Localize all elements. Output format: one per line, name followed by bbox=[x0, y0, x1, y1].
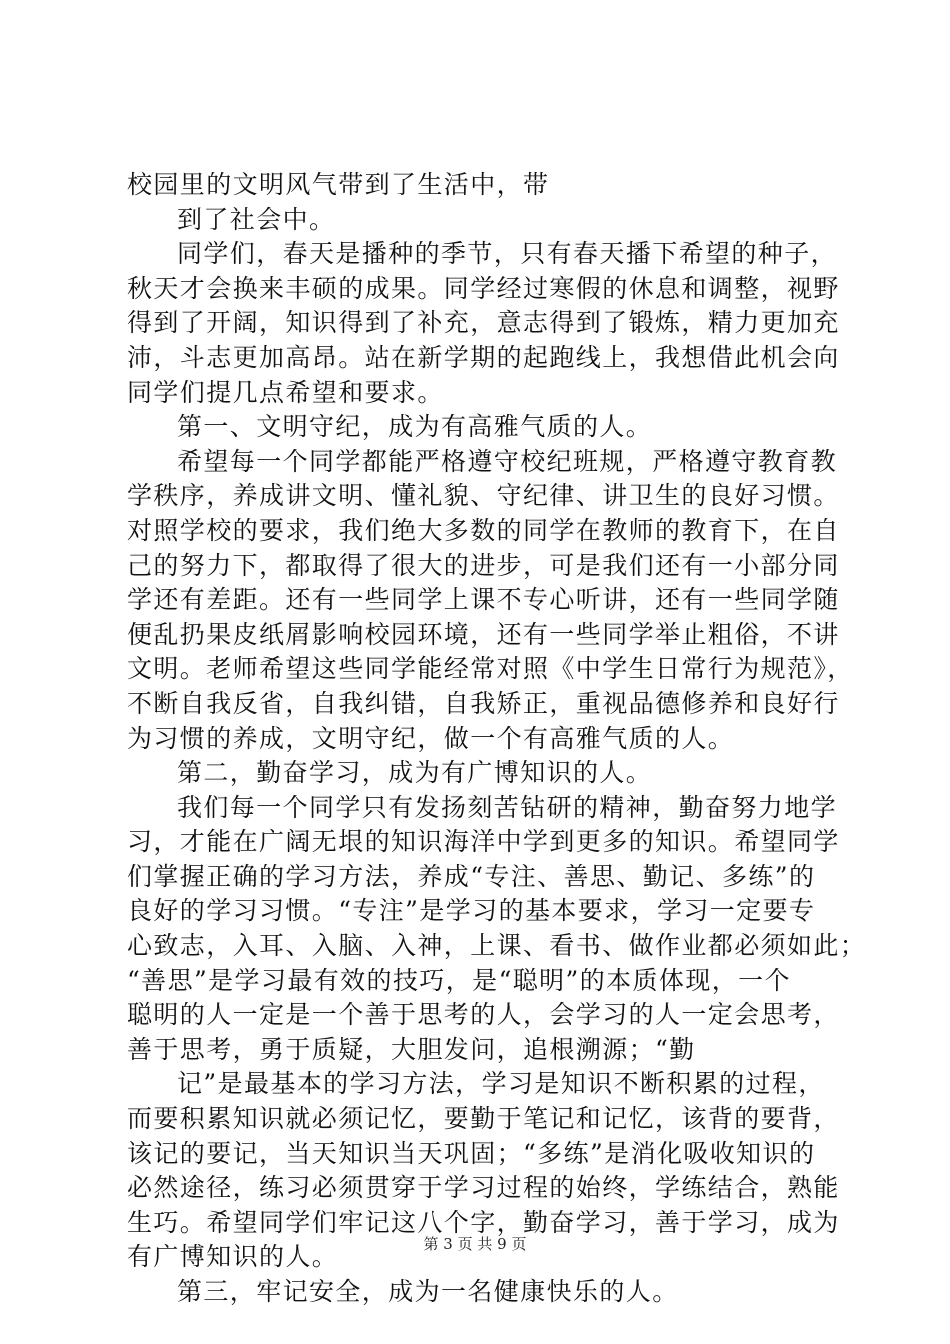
text-line: 学秩序，养成讲文明、懂礼貌、守纪律、讲卫生的良好习惯。 bbox=[127, 481, 840, 511]
text-line: 记”是最基本的学习方法，学习是知识不断积累的过程， bbox=[177, 1069, 825, 1099]
text-line: 心致志，入耳、入脑、入神，上课、看书、做作业都必须如此； bbox=[127, 931, 867, 961]
text-line: 沛，斗志更加高昂。站在新学期的起跑线上，我想借此机会向 bbox=[127, 342, 840, 372]
text-line: 必然途径，练习必须贯穿于学习过程的始终，学练结合，熟能 bbox=[127, 1173, 840, 1203]
text-line: 不断自我反省，自我纠错，自我矫正，重视品德修养和良好行 bbox=[127, 688, 840, 718]
text-line: 学还有差距。还有一些同学上课不专心听讲，还有一些同学随 bbox=[127, 585, 840, 615]
text-line: 文明。老师希望这些同学能经常对照《中学生日常行为规范》， bbox=[127, 654, 854, 684]
text-line: 善于思考，勇于质疑，大胆发问，追根溯源；“勤 bbox=[127, 1034, 696, 1064]
text-line: 为习惯的养成，文明守纪，做一个有高雅气质的人。 bbox=[127, 723, 735, 753]
text-line: 生巧。希望同学们牢记这八个字，勤奋学习，善于学习，成为 bbox=[127, 1207, 840, 1237]
text-line: 我们每一个同学只有发扬刻苦钻研的精神，勤奋努力地学 bbox=[177, 792, 838, 822]
text-line: 第二，勤奋学习，成为有广博知识的人。 bbox=[177, 758, 653, 788]
text-line: “善思”是学习最有效的技巧，是“聪明”的本质体现，一个 bbox=[127, 965, 791, 995]
text-line: 同学们提几点希望和要求。 bbox=[127, 377, 444, 407]
text-line: 同学们，春天是播种的季节，只有春天播下希望的种子， bbox=[177, 239, 838, 269]
text-line: 己的努力下，都取得了很大的进步，可是我们还有一小部分同 bbox=[127, 550, 840, 580]
text-line: 们掌握正确的学习方法，养成“专注、善思、勤记、多练”的 bbox=[127, 861, 816, 891]
text-line: 该记的要记，当天知识当天巩固；“多练”是消化吸收知识的 bbox=[127, 1138, 816, 1168]
text-line: 习，才能在广阔无垠的知识海洋中学到更多的知识。希望同学 bbox=[127, 827, 840, 857]
text-line: 第一、文明守纪，成为有高雅气质的人。 bbox=[177, 412, 653, 442]
text-line: 有广博知识的人。 bbox=[127, 1242, 339, 1272]
page-footer: 第 3 页 共 9 页 bbox=[423, 1235, 527, 1253]
text-line: 聪明的人一定是一个善于思考的人，会学习的人一定会思考， bbox=[127, 1000, 840, 1030]
text-line: 便乱扔果皮纸屑影响校园环境，还有一些同学举止粗俗，不讲 bbox=[127, 619, 840, 649]
text-line: 而要积累知识就必须记忆，要勤于笔记和记忆，该背的要背， bbox=[127, 1104, 840, 1134]
text-line: 良好的学习习惯。“专注”是学习的基本要求，学习一定要专 bbox=[127, 896, 816, 926]
text-line: 对照学校的要求，我们绝大多数的同学在教师的教育下，在自 bbox=[127, 515, 840, 545]
text-line: 希望每一个同学都能严格遵守校纪班规，严格遵守教育教 bbox=[177, 446, 838, 476]
text-line: 秋天才会换来丰硕的成果。同学经过寒假的休息和调整，视野 bbox=[127, 273, 840, 303]
document-body bbox=[127, 168, 867, 1310]
text-line: 得到了开阔，知识得到了补充，意志得到了锻炼，精力更加充 bbox=[127, 308, 840, 338]
text-line: 第三，牢记安全，成为一名健康快乐的人。 bbox=[177, 1277, 679, 1306]
text-line: 到了社会中。 bbox=[177, 204, 336, 234]
text-line: 校园里的文明风气带到了生活中，带 bbox=[127, 170, 550, 199]
